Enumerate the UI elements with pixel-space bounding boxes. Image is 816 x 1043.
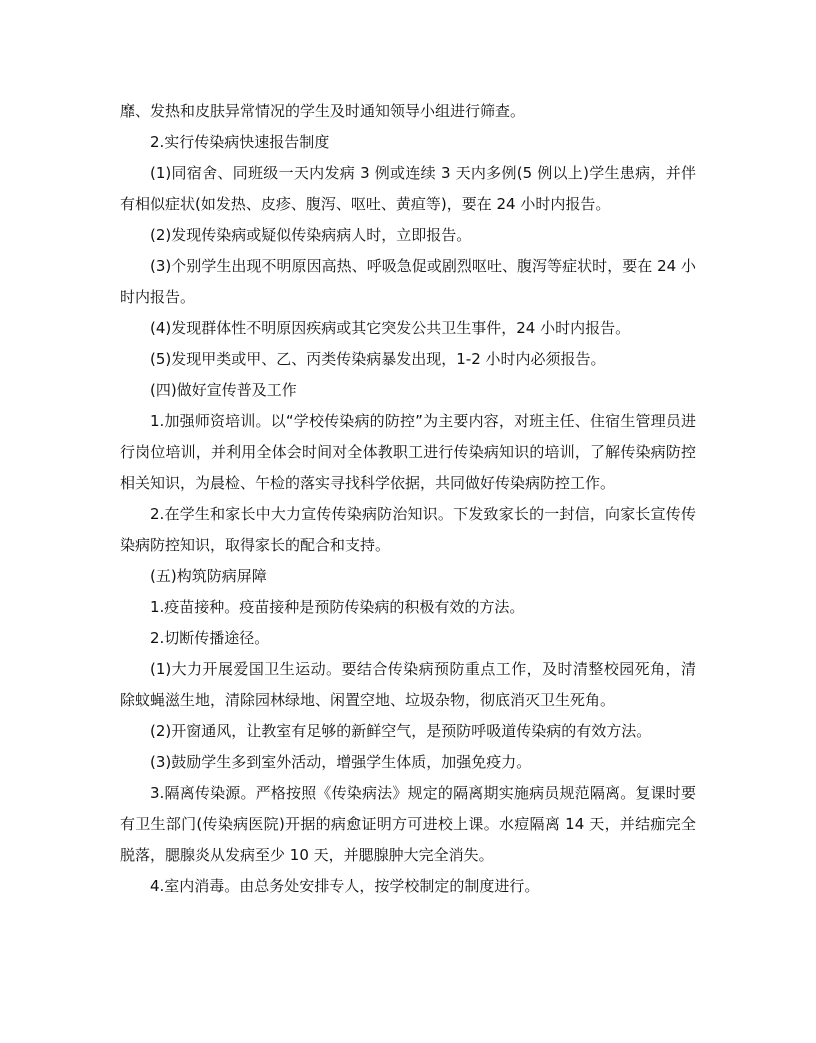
paragraph-outdoor-activity: (3)鼓励学生多到室外活动，增强学生体质，加强免疫力。 [150, 753, 532, 771]
heading-cut-transmission: 2.切断传播途径。 [150, 629, 270, 647]
paragraph-teacher-training: 1.加强师资培训。以“学校传染病的防控”为主要内容，对班主任、住宿生管理员进行岗位培训，并利用全体会时间对全体教职工进行传染病知识的培训，了解传染病防控相关知识，为晨检、午检的落实寻找科学依据，共同做好传染病防控工作。 [120, 412, 696, 492]
paragraph-ventilation: (2)开窗通风，让教室有足够的新鲜空气，是预防呼吸道传染病的有效方法。 [150, 722, 652, 740]
heading-prevention-barrier: (五)构筑防病屏障 [150, 567, 267, 585]
heading-publicity: (四)做好宣传普及工作 [150, 381, 297, 399]
paragraph-report-rule-2: (2)发现传染病或疑似传染病病人时，立即报告。 [150, 226, 472, 244]
paragraph-report-rule-5: (5)发现甲类或甲、乙、丙类传染病暴发出现，1-2 小时内必须报告。 [150, 350, 606, 368]
paragraph-parent-publicity: 2.在学生和家长中大力宣传传染病防治知识。下发致家长的一封信，向家长宣传传染病防控知识，取得家长的配合和支持。 [120, 505, 696, 554]
paragraph-report-rule-1: (1)同宿舍、同班级一天内发病 3 例或连续 3 天内多例(5 例以上)学生患病，并伴有相似症状(如发热、皮疹、腹泻、呕吐、黄疸等)，要在 24 小时内报告。 [120, 164, 696, 213]
paragraph-report-rule-4: (4)发现群体性不明原因疾病或其它突发公共卫生事件，24 小时内报告。 [150, 319, 631, 337]
paragraph-vaccination: 1.疫苗接种。疫苗接种是预防传染病的积极有效的方法。 [150, 598, 525, 616]
paragraph-isolation: 3.隔离传染源。严格按照《传染病法》规定的隔离期实施病员规范隔离。复课时要有卫生部门(传染病医院)开据的病愈证明方可进校上课。水痘隔离 14 天，并结痂完全脱落，腮腺炎从发病至少 10 天，并腮腺肿大完全消失。 [120, 784, 696, 864]
heading-rapid-reporting: 2.实行传染病快速报告制度 [150, 133, 330, 151]
paragraph-report-rule-3: (3)个别学生出现不明原因高热、呼吸急促或剧烈呕吐、腹泻等症状时，要在 24 小时内报告。 [120, 257, 696, 306]
document-body [120, 96, 696, 902]
paragraph-continued-screening: 靡、发热和皮肤异常情况的学生及时通知领导小组进行筛查。 [120, 102, 526, 120]
paragraph-sanitation-campaign: (1)大力开展爱国卫生运动。要结合传染病预防重点工作，及时清整校园死角，清除蚊蝇滋生地，清除园林绿地、闲置空地、垃圾杂物，彻底消灭卫生死角。 [120, 660, 696, 709]
paragraph-disinfection: 4.室内消毒。由总务处安排专人，按学校制定的制度进行。 [150, 877, 540, 895]
